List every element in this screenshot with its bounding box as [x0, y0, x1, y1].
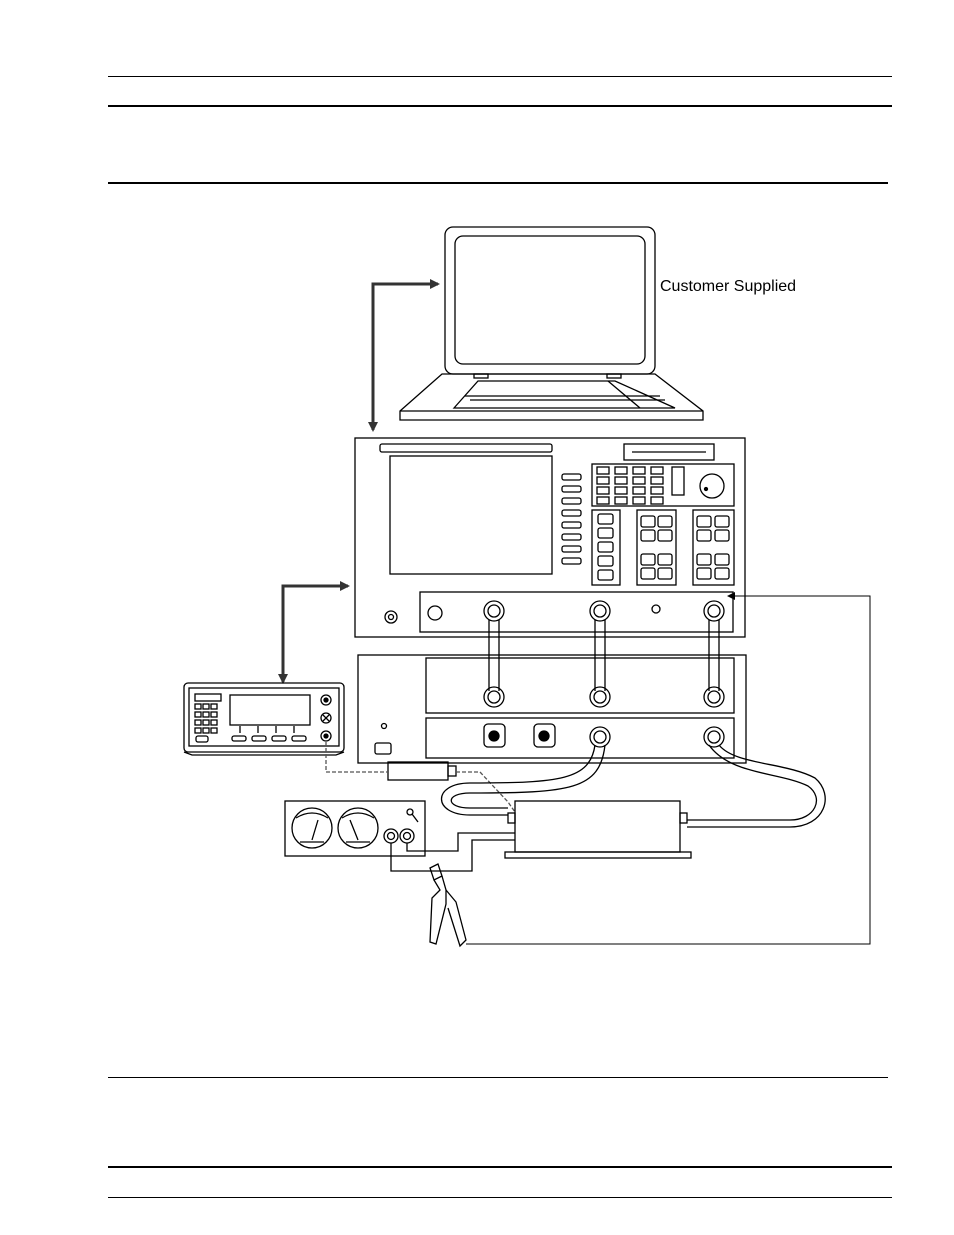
- softkey-column: [562, 474, 581, 564]
- usb-link-analyzer-powermeter: [283, 586, 348, 682]
- device-under-test: [505, 801, 691, 858]
- port-panel: [420, 592, 733, 632]
- power-meter: [184, 683, 344, 755]
- meter-box: [285, 801, 425, 856]
- coax-cable-port3: [687, 745, 825, 827]
- dc-wire-1: [407, 833, 515, 851]
- monitor-line: [466, 596, 870, 944]
- rotary-knob: [700, 474, 724, 498]
- customer-supplied-label: Customer Supplied: [660, 278, 797, 295]
- current-probe: [430, 864, 466, 946]
- coax-cable-port2: [442, 745, 606, 815]
- power-sensor: [388, 762, 456, 780]
- vector-network-analyzer: [355, 438, 745, 637]
- analyzer-top-strip: [380, 444, 552, 452]
- laptop-computer: [400, 227, 703, 420]
- analyzer-display: [390, 456, 552, 574]
- usb-link-laptop-analyzer: [373, 284, 438, 430]
- laptop-lid: [445, 227, 655, 374]
- jumper-cables: [484, 601, 724, 707]
- keypad: [597, 467, 684, 504]
- test-set-module: [358, 655, 746, 763]
- sensor-link-dashed: [456, 772, 515, 812]
- laptop-screen: [455, 236, 645, 364]
- power-button: [385, 611, 397, 623]
- laptop-keyboard: [454, 381, 675, 408]
